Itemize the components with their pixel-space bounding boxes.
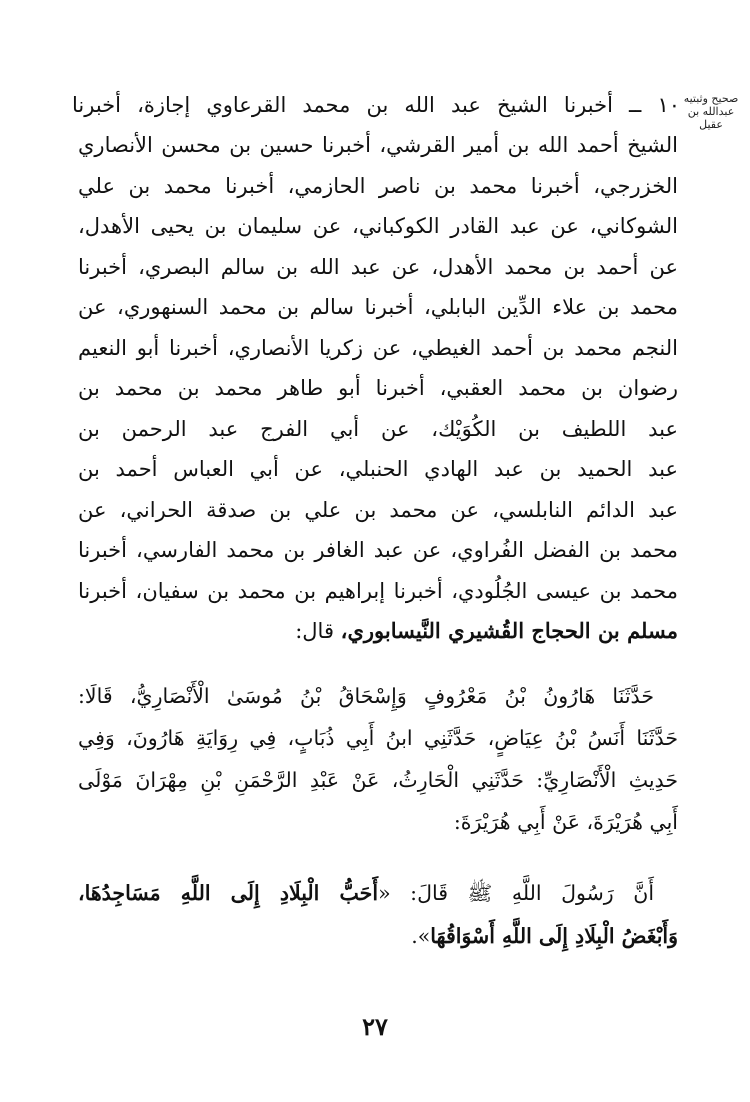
hadith-matn-line [78, 878, 654, 908]
qala-text: قال: [295, 619, 341, 643]
matn-intro: أَنَّ رَسُولَ اللَّهِ ﷺ قَالَ: « [378, 881, 655, 905]
isnad-line: عن أحمد بن محمد الأهدل، عن عبد الله بن سالم البصري، أخبرنا [78, 255, 678, 279]
isnad-last-line [78, 616, 678, 646]
isnad-line: الشوكاني، عن عبد القادر الكوكباني، عن سليمان بن يحيى الأهدل، [78, 214, 678, 238]
matn-close: ». [411, 924, 431, 948]
hadith-matn-line [78, 921, 678, 951]
margin-handwritten-note: صحيح وثبتيه عبدالله بن عقيل [683, 92, 739, 131]
isnad-line: الخزرجي، أخبرنا محمد بن ناصر الحازمي، أخبرنا محمد بن علي [78, 174, 678, 198]
hadith-sanad-line: حَدَّثَنَا أَنَسُ بْنُ عِيَاضٍ، حَدَّثَنِي ابنُ أَبِي ذُبَابٍ، فِي رِوَايَةِ هَارُونَ، وَفِي [78, 726, 678, 750]
matn-text: أَحَبُّ الْبِلَادِ إِلَى اللَّهِ مَسَاجِدُهَا، [78, 881, 379, 905]
isnad-line: الشيخ أحمد الله بن أمير القرشي، أخبرنا حسين بن محسن الأنصاري [78, 133, 678, 157]
isnad-line: محمد بن عيسى الجُلُودي، أخبرنا إبراهيم بن محمد بن سفيان، أخبرنا [78, 579, 678, 603]
isnad-line: النجم محمد بن أحمد الغيطي، عن زكريا الأنصاري، أخبرنا أبو النعيم [78, 336, 678, 360]
isnad-line: عبد اللطيف بن الكُوَيْك، عن أبي الفرج عبد الرحمن بن [78, 417, 678, 441]
hadith-sanad-line: حَدَّثَنَا هَارُونُ بْنُ مَعْرُوفٍ وَإِسْحَاقُ بْنُ مُوسَىٰ الْأَنْصَارِيُّ، قَالَا: [78, 684, 654, 708]
isnad-line: عبد الحميد بن عبد الهادي الحنبلي، عن أبي العباس أحمد بن [78, 457, 678, 481]
hadith-sanad-line: حَدِيثِ الْأَنْصَارِيِّ: حَدَّثَنِي الْحَارِثُ، عَنْ عَبْدِ الرَّحْمَنِ بْنِ مِهْرَانَ مَوْلَى [78, 768, 678, 792]
isnad-line: محمد بن علاء الدِّين البابلي، أخبرنا سالم بن محمد السنهوري، عن [78, 295, 678, 319]
page-number: ٢٧ [362, 1012, 388, 1041]
isnad-line: ١٠ ــ أخبرنا الشيخ عبد الله بن محمد القرعاوي إجازة، أخبرنا [72, 93, 680, 117]
isnad-line: عبد الدائم النابلسي، عن محمد بن علي بن صدقة الحراني، عن [78, 498, 678, 522]
hadith-sanad-line: أَبِي هُرَيْرَةَ، عَنْ أَبِي هُرَيْرَةَ: [453, 810, 678, 834]
isnad-line: رضوان بن محمد العقبي، أخبرنا أبو طاهر محمد بن محمد بن [78, 376, 678, 400]
matn-text: وَأَبْغَضُ الْبِلَادِ إِلَى اللَّهِ أَسْوَاقُهَا [430, 924, 678, 948]
isnad-line: محمد بن الفضل الفُراوي، عن عبد الغافر بن محمد الفارسي، أخبرنا [78, 538, 678, 562]
narrator-name-muslim: مسلم بن الحجاج القُشيري النَّيسابوري، [340, 618, 678, 643]
